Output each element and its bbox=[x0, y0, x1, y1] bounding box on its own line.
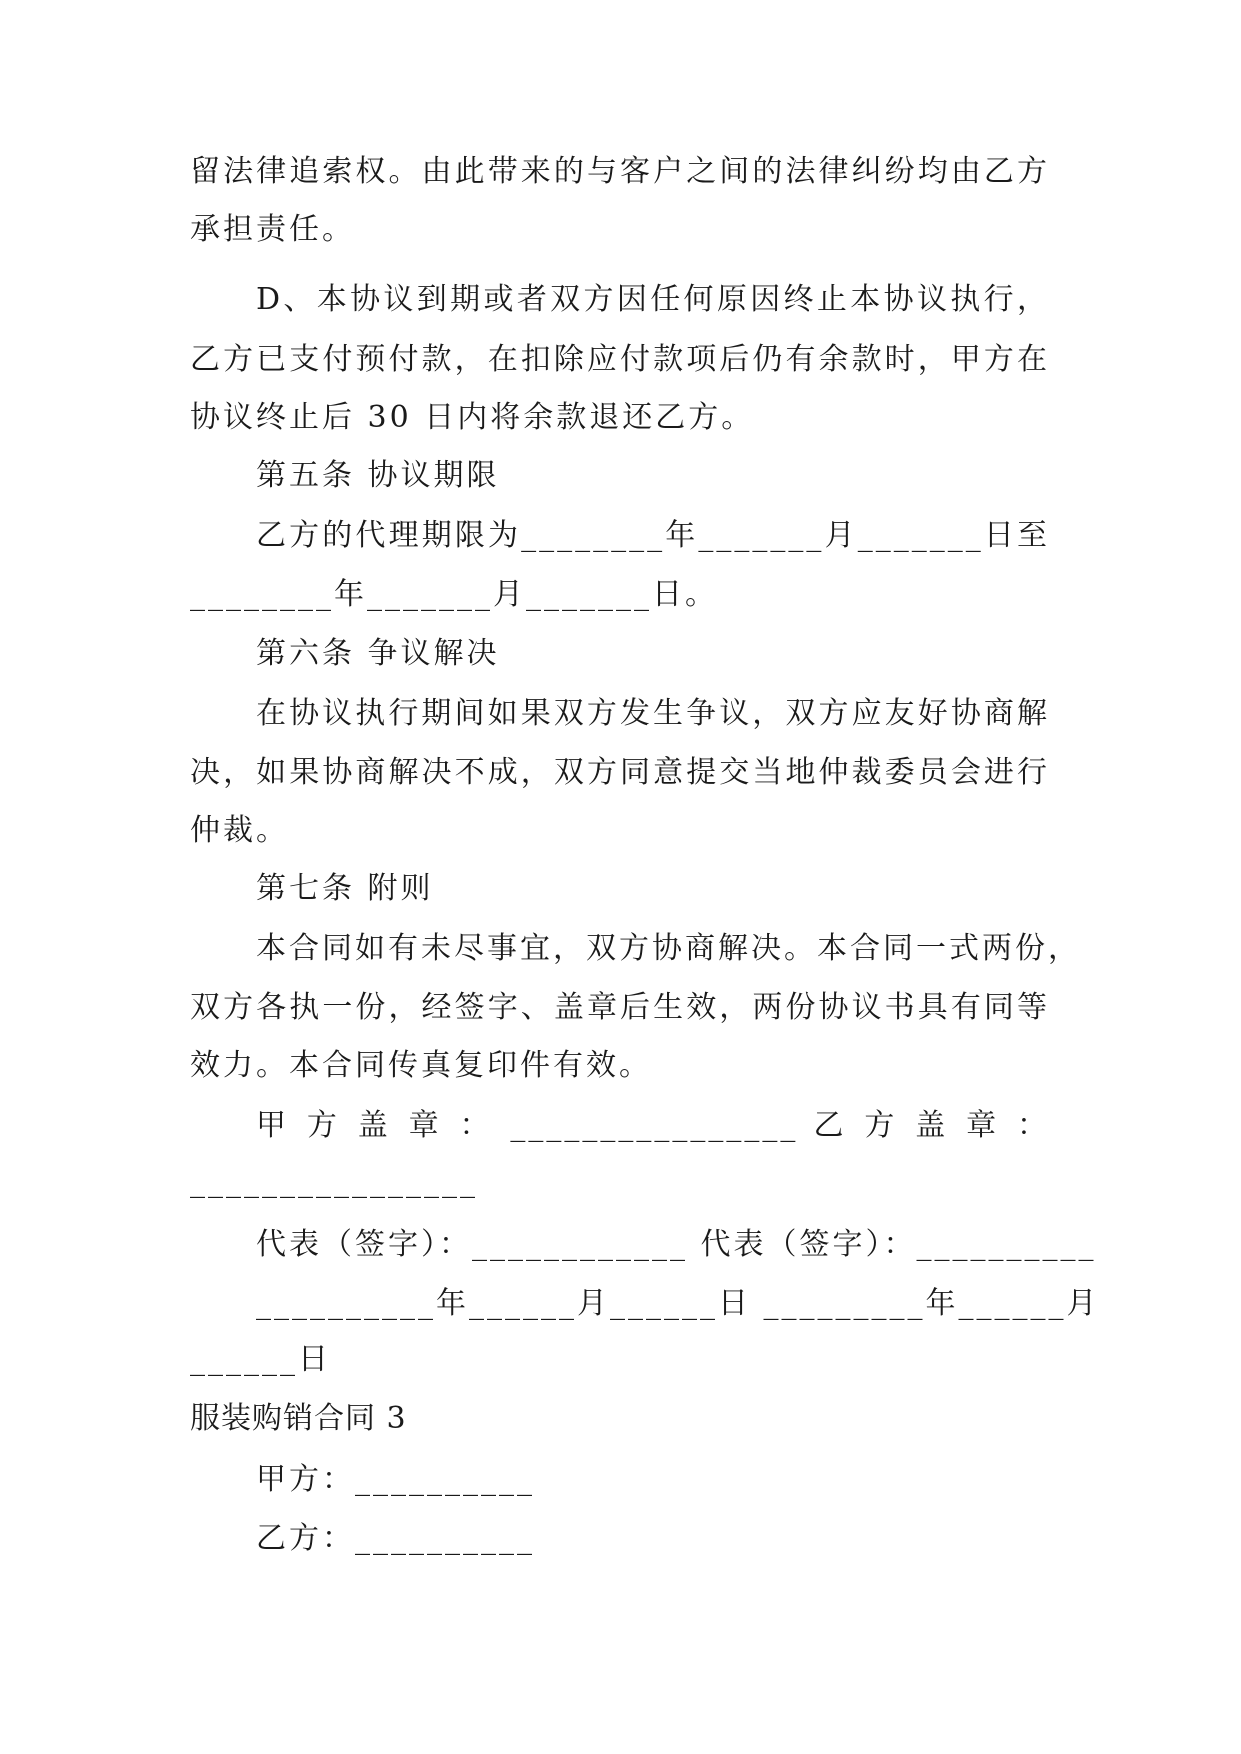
text-line: 仲裁。 bbox=[190, 813, 289, 848]
term-period-line: 乙方的代理期限为________年_______月_______日至 bbox=[256, 518, 1050, 553]
date-line: __________年______月______日 _________年______月 bbox=[256, 1286, 1100, 1321]
term-period-line: ________年_______月_______日。 bbox=[190, 577, 718, 612]
party-a-line: 甲方：__________ bbox=[256, 1462, 535, 1497]
text-line: 在协议执行期间如果双方发生争议，双方应友好协商解 bbox=[256, 696, 1050, 731]
text-line: 双方各执一份，经签字、盖章后生效，两份协议书具有同等 bbox=[190, 990, 1050, 1025]
section-heading: 第五条 协议期限 bbox=[256, 458, 500, 493]
text-line: 乙方已支付预付款，在扣除应付款项后仍有余款时，甲方在 bbox=[190, 342, 1050, 377]
text-line: 留法律追索权。由此带来的与客户之间的法律纠纷均由乙方 bbox=[190, 154, 1050, 189]
text-line: 本合同如有未尽事宜，双方协商解决。本合同一式两份， bbox=[256, 931, 1081, 966]
text-line: 决，如果协商解决不成，双方同意提交当地仲裁委员会进行 bbox=[190, 755, 1050, 790]
seal-line: 甲 方 盖 章 ： ________________ 乙 方 盖 章 ： bbox=[256, 1108, 1050, 1143]
seal-line: ________________ bbox=[190, 1164, 478, 1199]
text-line: D、本协议到期或者双方因任何原因终止本协议执行， bbox=[256, 282, 1050, 317]
text-line: 承担责任。 bbox=[190, 212, 355, 247]
section-heading: 第七条 附则 bbox=[256, 871, 434, 906]
text-line: 效力。本合同传真复印件有效。 bbox=[190, 1048, 652, 1083]
signature-line: 代表（签字）：____________ 代表（签字）：__________ bbox=[256, 1227, 1097, 1262]
party-b-line: 乙方：__________ bbox=[256, 1521, 535, 1556]
date-line: ______日 bbox=[190, 1342, 331, 1377]
contract-title: 服装购销合同 3 bbox=[190, 1401, 407, 1436]
section-heading: 第六条 争议解决 bbox=[256, 636, 500, 671]
text-line: 协议终止后 30 日内将余款退还乙方。 bbox=[190, 400, 755, 435]
